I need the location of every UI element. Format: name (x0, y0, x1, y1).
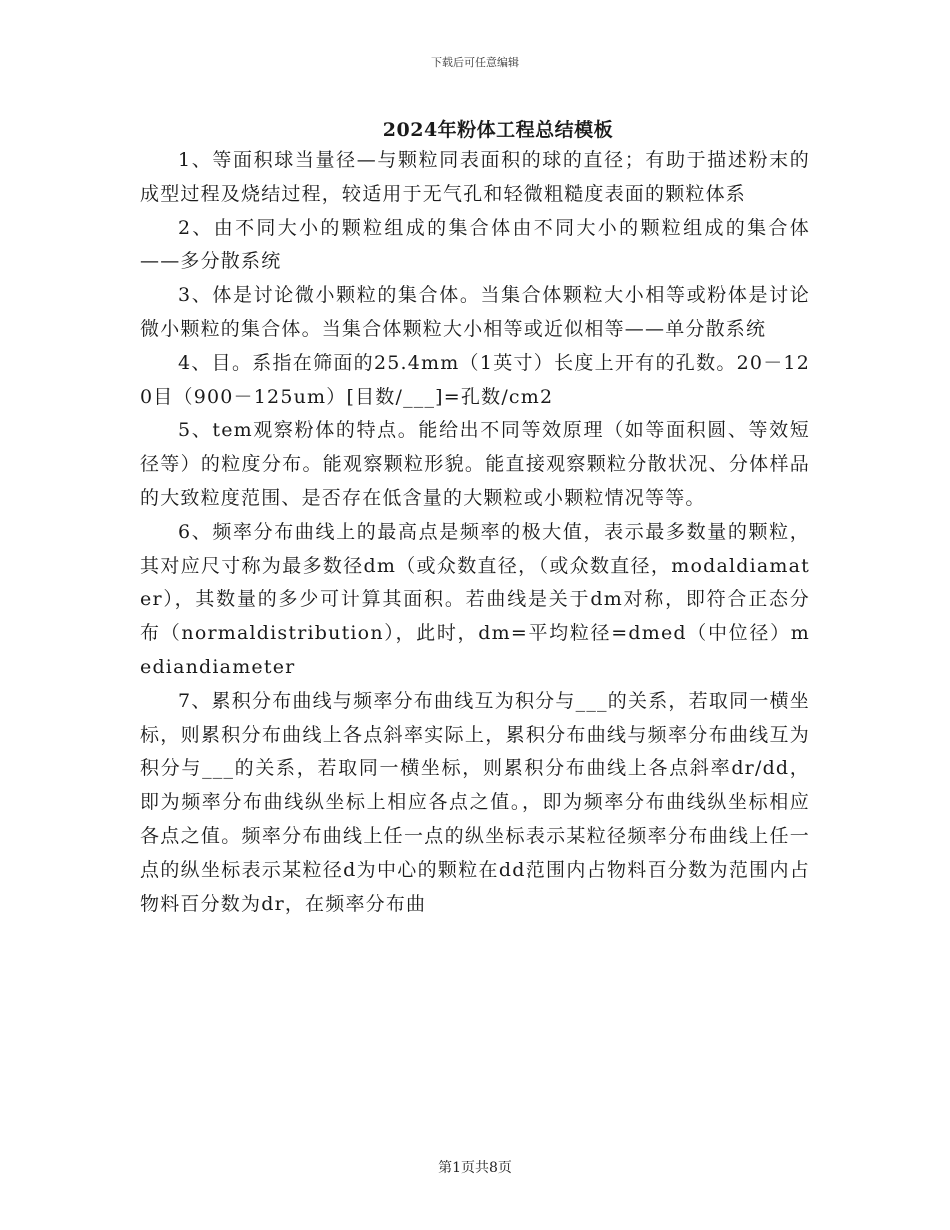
paragraph-6: 6、频率分布曲线上的最高点是频率的极大值，表示最多数量的颗粒，其对应尺寸称为最多数径dm（或众数直径，（或众数直径，modaldiamater），其数量的多少可计算其面积。若曲线是关于dm对称，即符合正态分布（normaldistribution），此时，dm=平均粒径=dmed（中位径）mediandiameter (140, 520, 810, 678)
page-number: 第1页共8页 (438, 1160, 512, 1176)
header-note: 下载后可任意编辑 (431, 56, 519, 69)
paragraph-7: 7、累积分布曲线与频率分布曲线互为积分与___的关系，若取同一横坐标，则累积分布曲线上各点斜率实际上，累积分布曲线与频率分布曲线互为积分与___的关系，若取同一横坐标，则累积分布曲线上各点斜率dr/dd，即为频率分布曲线纵坐标上相应各点之值。，即为频率分布曲线纵坐标相应各点之值。频率分布曲线上任一点的纵坐标表示某粒径频率分布曲线上任一点的纵坐标表示某粒径d为中心的颗粒在dd范围内占物料百分数为范围内占物料百分数为dr，在频率分布曲 (140, 689, 810, 915)
paragraph-2: 2、由不同大小的颗粒组成的集合体由不同大小的颗粒组成的集合体——多分散系统 (140, 216, 810, 273)
paragraph-4: 4、目。系指在筛面的25.4mm（1英寸）长度上开有的孔数。20－120目（900－125um）[目数/___]=孔数/cm2 (140, 351, 810, 408)
document-body (140, 144, 810, 921)
document-title: 2024年粉体工程总结模板 (382, 119, 614, 141)
paragraph-1: 1、等面积球当量径—与颗粒同表面积的球的直径；有助于描述粉末的成型过程及烧结过程，较适用于无气孔和轻微粗糙度表面的颗粒体系 (140, 149, 810, 205)
paragraph-5: 5、tem观察粉体的特点。能给出不同等效原理（如等面积圆、等效短径等）的粒度分布。能观察颗粒形貌。能直接观察颗粒分散状况、分体样品的大致粒度范围、是否存在低含量的大颗粒或小颗粒情况等等。 (140, 419, 810, 509)
paragraph-3: 3、体是讨论微小颗粒的集合体。当集合体颗粒大小相等或粉体是讨论微小颗粒的集合体。当集合体颗粒大小相等或近似相等——单分散系统 (140, 284, 810, 340)
